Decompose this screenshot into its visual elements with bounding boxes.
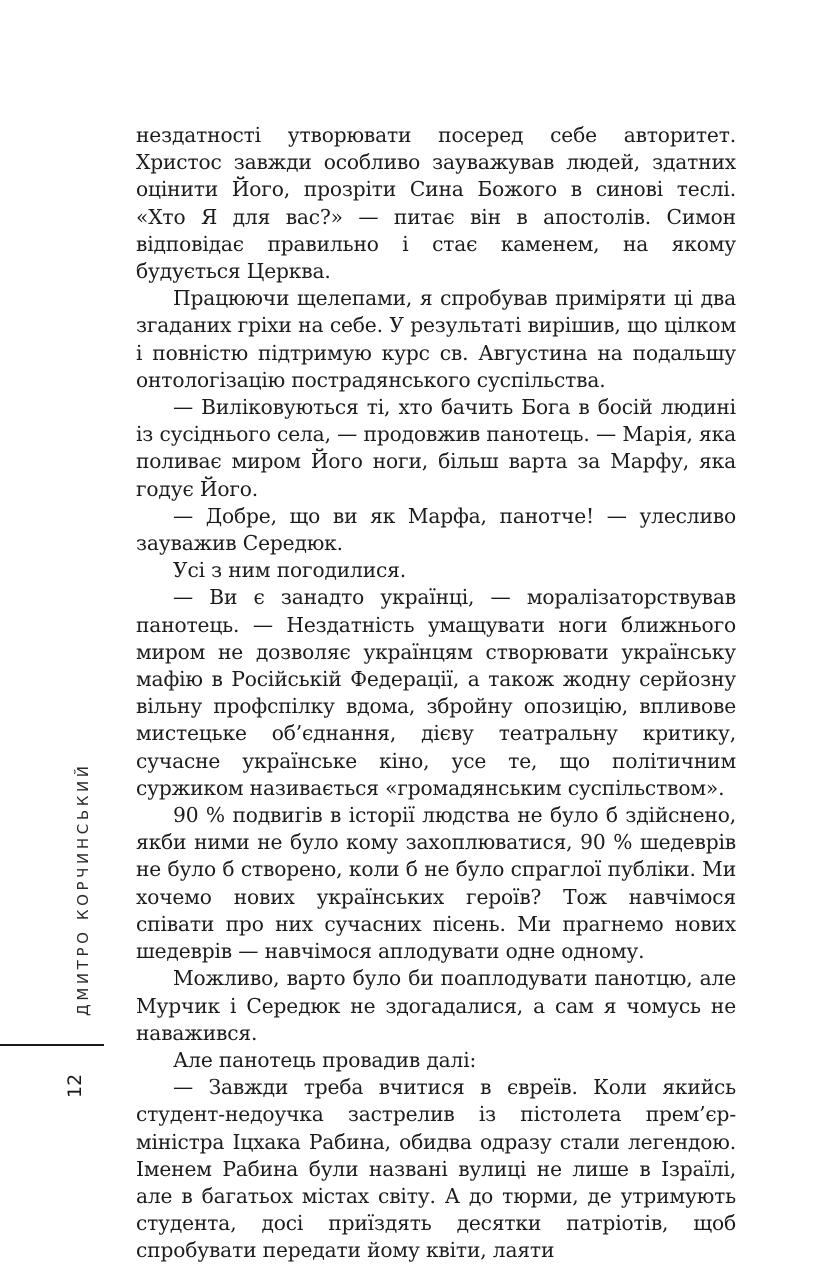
paragraph-6: — Ви є занадто українці, — моралізаторствував панотець. — Нездатність умащувати ноги ближнього миром не дозволяє українцям створювати українську мафію в Російській Федерації, а також жодну серйозну вільну профспілку вдома, збройну опозицію, впливове мистецьке об’єднання, дієву театральну критику, сучасне українське кіно, усе те, що політичним суржиком називається «громадянським суспільством». [136,585,736,800]
paragraph-2: Працюючи щелепами, я спробував приміряти ці два згаданих гріхи на себе. У результаті вирішив, що цілком і повністю підтримую курс св. Августина на подальшу онтологізацію пострадянського суспільства. [136,286,736,392]
paragraph-4: — Добре, що ви як Марфа, панотче! — улесливо зауважив Середюк. [136,503,736,556]
body-text [136,122,736,1265]
paragraph-5: Усі з ним погодилися. [173,558,407,583]
paragraph-8: Можливо, варто було би поаплодувати панотцю, але Мурчик і Середюк не здогадалися, а сам я чомусь не наважився. [136,966,736,1045]
paragraph-1: нездатності утворювати посеред себе авторитет. Христос завжди особливо зауважував людей, здатних оцінити Його, прозріти Сина Божого в синові теслі. «Хто Я для вас?» — питає він в апостолів. Симон відповідає правильно і стає каменем, на якому будується Церква. [136,123,736,284]
page-number: 12 [64,1073,86,1098]
paragraph-9: Але панотець провадив далі: [173,1047,477,1072]
paragraph-10: — Завжди треба вчитися в євреїв. Коли якийсь студент-недоучка застрелив із пістолета прем’єр-міністра Іцхака Рабина, обидва одразу стали легендою. Іменем Рабина були названі вулиці не лише в Ізраїлі, але в багатьох містах світу. А до тюрми, де утримують студента, досі приїздять десятки патріотів, щоб спробувати передати йому квіти, лаяти [136,1075,736,1263]
running-author-name: ДМИТРО КОРЧИНСЬКИЙ [74,762,92,1016]
paragraph-3: — Виліковуються ті, хто бачить Бога в босій людині із сусіднього села, — продовжив панотець. — Марія, яка поливає миром Його ноги, більш варта за Марфу, яка годує Його. [136,395,736,501]
margin-rule [0,1044,104,1046]
paragraph-7: 90 % подвигів в історії людства не було б здійснено, якби ними не було кому захоплюватися, 90 % шедеврів не було б створено, коли б не було спраглої публіки. Ми хочемо нових українських героїв? Тож навчімося співати про них сучасних пісень. Ми прагнемо нових шедеврів — навчімося аплодувати одне одному. [136,803,736,964]
